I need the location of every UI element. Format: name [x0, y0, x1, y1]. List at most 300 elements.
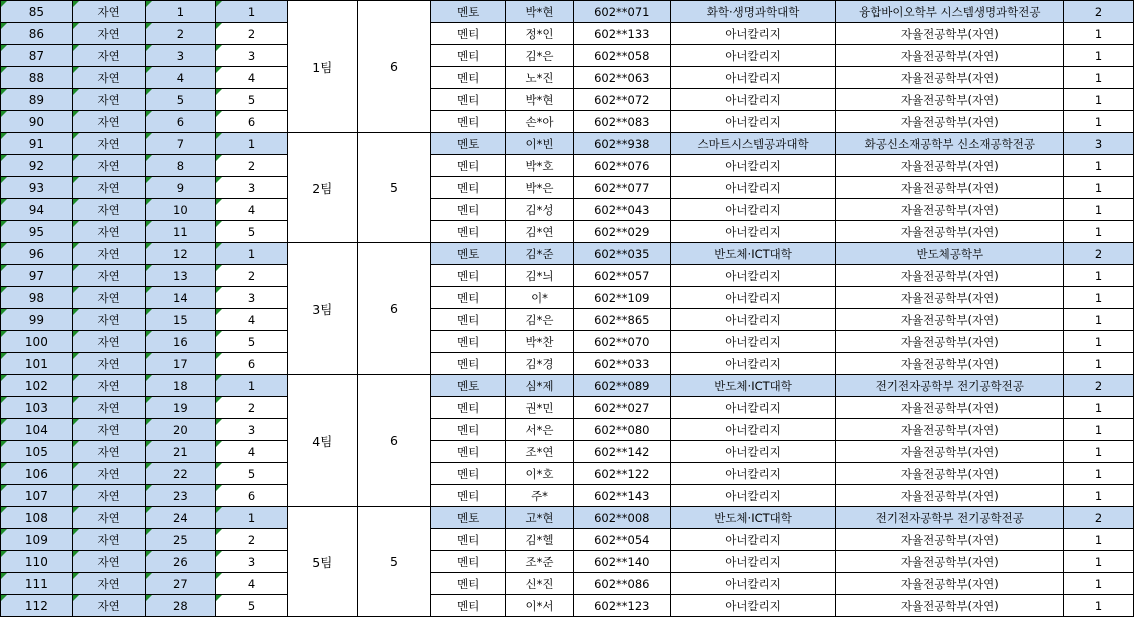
- field-cell[interactable]: 자연: [72, 463, 145, 485]
- value-cell[interactable]: 1: [1064, 529, 1134, 551]
- college-cell[interactable]: 아너칼리지: [670, 419, 836, 441]
- college-cell[interactable]: 아너칼리지: [670, 397, 836, 419]
- name-cell[interactable]: 김*은: [506, 309, 574, 331]
- role-cell[interactable]: 멘토: [431, 507, 506, 529]
- college-cell[interactable]: 아너칼리지: [670, 463, 836, 485]
- table-row: [1, 551, 1134, 573]
- college-cell[interactable]: 아너칼리지: [670, 45, 836, 67]
- role-cell[interactable]: 멘티: [431, 67, 506, 89]
- table-row: [1, 45, 1134, 67]
- name-cell[interactable]: 이*서: [506, 595, 574, 617]
- order-cell[interactable]: 2: [216, 23, 288, 45]
- student-id-cell[interactable]: 602**077: [573, 177, 670, 199]
- name-cell[interactable]: 김*준: [506, 243, 574, 265]
- name-cell[interactable]: 정*인: [506, 23, 574, 45]
- role-cell[interactable]: 멘티: [431, 265, 506, 287]
- major-cell[interactable]: 화공신소재공학부 신소재공학전공: [836, 133, 1064, 155]
- major-cell[interactable]: 자율전공학부(자연): [836, 309, 1064, 331]
- sequence-cell[interactable]: 24: [145, 507, 216, 529]
- field-cell[interactable]: 자연: [72, 397, 145, 419]
- team-count-cell[interactable]: 6: [357, 1, 431, 133]
- order-cell[interactable]: 5: [216, 463, 288, 485]
- field-cell[interactable]: 자연: [72, 45, 145, 67]
- student-id-cell[interactable]: 602**133: [573, 23, 670, 45]
- role-cell[interactable]: 멘티: [431, 89, 506, 111]
- field-cell[interactable]: 자연: [72, 529, 145, 551]
- sequence-cell[interactable]: 15: [145, 309, 216, 331]
- order-cell[interactable]: 4: [216, 67, 288, 89]
- row-number-cell[interactable]: 105: [1, 441, 73, 463]
- major-cell[interactable]: 자율전공학부(자연): [836, 177, 1064, 199]
- row-number-cell[interactable]: 94: [1, 199, 73, 221]
- field-cell[interactable]: 자연: [72, 375, 145, 397]
- sequence-cell[interactable]: 28: [145, 595, 216, 617]
- field-cell[interactable]: 자연: [72, 67, 145, 89]
- sequence-cell[interactable]: 2: [145, 23, 216, 45]
- order-cell[interactable]: 5: [216, 221, 288, 243]
- student-id-cell[interactable]: 602**142: [573, 441, 670, 463]
- name-cell[interactable]: 김*경: [506, 353, 574, 375]
- value-cell[interactable]: 1: [1064, 67, 1134, 89]
- college-cell[interactable]: 아너칼리지: [670, 23, 836, 45]
- college-cell[interactable]: 아너칼리지: [670, 89, 836, 111]
- sequence-cell[interactable]: 16: [145, 331, 216, 353]
- college-cell[interactable]: 아너칼리지: [670, 331, 836, 353]
- value-cell[interactable]: 1: [1064, 463, 1134, 485]
- major-cell[interactable]: 자율전공학부(자연): [836, 529, 1064, 551]
- value-cell[interactable]: 1: [1064, 45, 1134, 67]
- row-number-cell[interactable]: 108: [1, 507, 73, 529]
- name-cell[interactable]: 김*성: [506, 199, 574, 221]
- order-cell[interactable]: 3: [216, 419, 288, 441]
- sequence-cell[interactable]: 8: [145, 155, 216, 177]
- role-cell[interactable]: 멘티: [431, 485, 506, 507]
- field-cell[interactable]: 자연: [72, 1, 145, 23]
- field-cell[interactable]: 자연: [72, 265, 145, 287]
- team-name-cell[interactable]: 3팀: [287, 243, 357, 375]
- college-cell[interactable]: 아너칼리지: [670, 573, 836, 595]
- name-cell[interactable]: 김*은: [506, 45, 574, 67]
- student-id-cell[interactable]: 602**938: [573, 133, 670, 155]
- name-cell[interactable]: 이*빈: [506, 133, 574, 155]
- row-number-cell[interactable]: 91: [1, 133, 73, 155]
- student-id-cell[interactable]: 602**083: [573, 111, 670, 133]
- name-cell[interactable]: 김*늬: [506, 265, 574, 287]
- major-cell[interactable]: 자율전공학부(자연): [836, 67, 1064, 89]
- order-cell[interactable]: 5: [216, 595, 288, 617]
- major-cell[interactable]: 자율전공학부(자연): [836, 23, 1064, 45]
- order-cell[interactable]: 2: [216, 155, 288, 177]
- college-cell[interactable]: 반도체·ICT대학: [670, 507, 836, 529]
- name-cell[interactable]: 권*민: [506, 397, 574, 419]
- role-cell[interactable]: 멘티: [431, 287, 506, 309]
- role-cell[interactable]: 멘토: [431, 1, 506, 23]
- value-cell[interactable]: 1: [1064, 353, 1134, 375]
- name-cell[interactable]: 이*호: [506, 463, 574, 485]
- order-cell[interactable]: 3: [216, 45, 288, 67]
- role-cell[interactable]: 멘티: [431, 199, 506, 221]
- table-row: [1, 375, 1134, 397]
- sequence-cell[interactable]: 7: [145, 133, 216, 155]
- college-cell[interactable]: 아너칼리지: [670, 485, 836, 507]
- order-cell[interactable]: 6: [216, 353, 288, 375]
- college-cell[interactable]: 아너칼리지: [670, 177, 836, 199]
- sequence-cell[interactable]: 23: [145, 485, 216, 507]
- value-cell[interactable]: 1: [1064, 89, 1134, 111]
- field-cell[interactable]: 자연: [72, 507, 145, 529]
- college-cell[interactable]: 아너칼리지: [670, 111, 836, 133]
- name-cell[interactable]: 박*호: [506, 155, 574, 177]
- order-cell[interactable]: 4: [216, 573, 288, 595]
- order-cell[interactable]: 1: [216, 243, 288, 265]
- major-cell[interactable]: 전기전자공학부 전기공학전공: [836, 375, 1064, 397]
- value-cell[interactable]: 1: [1064, 23, 1134, 45]
- major-cell[interactable]: 반도체공학부: [836, 243, 1064, 265]
- value-cell[interactable]: 1: [1064, 551, 1134, 573]
- value-cell[interactable]: 1: [1064, 573, 1134, 595]
- sequence-cell[interactable]: 26: [145, 551, 216, 573]
- role-cell[interactable]: 멘티: [431, 221, 506, 243]
- sequence-cell[interactable]: 1: [145, 1, 216, 23]
- student-id-cell[interactable]: 602**008: [573, 507, 670, 529]
- student-id-cell[interactable]: 602**058: [573, 45, 670, 67]
- sequence-cell[interactable]: 20: [145, 419, 216, 441]
- student-id-cell[interactable]: 602**076: [573, 155, 670, 177]
- field-cell[interactable]: 자연: [72, 89, 145, 111]
- team-name-cell[interactable]: 4팀: [287, 375, 357, 507]
- major-cell[interactable]: 자율전공학부(자연): [836, 155, 1064, 177]
- role-cell[interactable]: 멘티: [431, 111, 506, 133]
- table-row: [1, 573, 1134, 595]
- name-cell[interactable]: 이*: [506, 287, 574, 309]
- table-row: [1, 353, 1134, 375]
- name-cell[interactable]: 조*연: [506, 441, 574, 463]
- student-id-cell[interactable]: 602**143: [573, 485, 670, 507]
- value-cell[interactable]: 1: [1064, 485, 1134, 507]
- role-cell[interactable]: 멘토: [431, 375, 506, 397]
- role-cell[interactable]: 멘티: [431, 331, 506, 353]
- sequence-cell[interactable]: 19: [145, 397, 216, 419]
- team-count-cell[interactable]: 6: [357, 243, 431, 375]
- role-cell[interactable]: 멘티: [431, 23, 506, 45]
- sequence-cell[interactable]: 21: [145, 441, 216, 463]
- name-cell[interactable]: 박*찬: [506, 331, 574, 353]
- sequence-cell[interactable]: 27: [145, 573, 216, 595]
- role-cell[interactable]: 멘티: [431, 441, 506, 463]
- order-cell[interactable]: 3: [216, 551, 288, 573]
- role-cell[interactable]: 멘티: [431, 353, 506, 375]
- student-id-cell[interactable]: 602**122: [573, 463, 670, 485]
- name-cell[interactable]: 박*은: [506, 177, 574, 199]
- order-cell[interactable]: 5: [216, 89, 288, 111]
- college-cell[interactable]: 화학·생명과학대학: [670, 1, 836, 23]
- team-name-cell[interactable]: 2팀: [287, 133, 357, 243]
- college-cell[interactable]: 아너칼리지: [670, 529, 836, 551]
- field-cell[interactable]: 자연: [72, 23, 145, 45]
- field-cell[interactable]: 자연: [72, 243, 145, 265]
- order-cell[interactable]: 6: [216, 485, 288, 507]
- table-row: [1, 67, 1134, 89]
- role-cell[interactable]: 멘티: [431, 397, 506, 419]
- student-id-cell[interactable]: 602**057: [573, 265, 670, 287]
- name-cell[interactable]: 손*아: [506, 111, 574, 133]
- sequence-cell[interactable]: 9: [145, 177, 216, 199]
- order-cell[interactable]: 6: [216, 111, 288, 133]
- major-cell[interactable]: 자율전공학부(자연): [836, 441, 1064, 463]
- student-id-cell[interactable]: 602**071: [573, 1, 670, 23]
- major-cell[interactable]: 전기전자공학부 전기공학전공: [836, 507, 1064, 529]
- row-number-cell[interactable]: 106: [1, 463, 73, 485]
- order-cell[interactable]: 5: [216, 331, 288, 353]
- student-id-cell[interactable]: 602**072: [573, 89, 670, 111]
- row-number-cell[interactable]: 96: [1, 243, 73, 265]
- value-cell[interactable]: 3: [1064, 133, 1134, 155]
- value-cell[interactable]: 1: [1064, 595, 1134, 617]
- student-id-cell[interactable]: 602**080: [573, 419, 670, 441]
- order-cell[interactable]: 1: [216, 375, 288, 397]
- order-cell[interactable]: 1: [216, 1, 288, 23]
- row-number-cell[interactable]: 111: [1, 573, 73, 595]
- row-number-cell[interactable]: 98: [1, 287, 73, 309]
- order-cell[interactable]: 4: [216, 309, 288, 331]
- student-id-cell[interactable]: 602**033: [573, 353, 670, 375]
- college-cell[interactable]: 반도체·ICT대학: [670, 243, 836, 265]
- major-cell[interactable]: 자율전공학부(자연): [836, 45, 1064, 67]
- table-row: [1, 199, 1134, 221]
- value-cell[interactable]: 2: [1064, 243, 1134, 265]
- name-cell[interactable]: 박*현: [506, 89, 574, 111]
- major-cell[interactable]: 융합바이오학부 시스템생명과학전공: [836, 1, 1064, 23]
- row-number-cell[interactable]: 86: [1, 23, 73, 45]
- value-cell[interactable]: 2: [1064, 1, 1134, 23]
- order-cell[interactable]: 1: [216, 507, 288, 529]
- sequence-cell[interactable]: 13: [145, 265, 216, 287]
- row-number-cell[interactable]: 90: [1, 111, 73, 133]
- student-id-cell[interactable]: 602**054: [573, 529, 670, 551]
- field-cell[interactable]: 자연: [72, 177, 145, 199]
- college-cell[interactable]: 아너칼리지: [670, 309, 836, 331]
- row-number-cell[interactable]: 104: [1, 419, 73, 441]
- value-cell[interactable]: 1: [1064, 265, 1134, 287]
- college-cell[interactable]: 아너칼리지: [670, 595, 836, 617]
- value-cell[interactable]: 1: [1064, 419, 1134, 441]
- major-cell[interactable]: 자율전공학부(자연): [836, 595, 1064, 617]
- row-number-cell[interactable]: 93: [1, 177, 73, 199]
- row-number-cell[interactable]: 103: [1, 397, 73, 419]
- field-cell[interactable]: 자연: [72, 353, 145, 375]
- college-cell[interactable]: 아너칼리지: [670, 551, 836, 573]
- row-number-cell[interactable]: 110: [1, 551, 73, 573]
- student-id-cell[interactable]: 602**043: [573, 199, 670, 221]
- row-number-cell[interactable]: 92: [1, 155, 73, 177]
- team-name-cell[interactable]: 5팀: [287, 507, 357, 617]
- major-cell[interactable]: 자율전공학부(자연): [836, 353, 1064, 375]
- role-cell[interactable]: 멘토: [431, 243, 506, 265]
- major-cell[interactable]: 자율전공학부(자연): [836, 419, 1064, 441]
- field-cell[interactable]: 자연: [72, 111, 145, 133]
- role-cell[interactable]: 멘티: [431, 529, 506, 551]
- sequence-cell[interactable]: 10: [145, 199, 216, 221]
- row-number-cell[interactable]: 112: [1, 595, 73, 617]
- name-cell[interactable]: 서*은: [506, 419, 574, 441]
- order-cell[interactable]: 3: [216, 177, 288, 199]
- major-cell[interactable]: 자율전공학부(자연): [836, 485, 1064, 507]
- field-cell[interactable]: 자연: [72, 199, 145, 221]
- name-cell[interactable]: 신*진: [506, 573, 574, 595]
- major-cell[interactable]: 자율전공학부(자연): [836, 89, 1064, 111]
- field-cell[interactable]: 자연: [72, 419, 145, 441]
- row-number-cell[interactable]: 100: [1, 331, 73, 353]
- value-cell[interactable]: 1: [1064, 199, 1134, 221]
- student-id-cell[interactable]: 602**140: [573, 551, 670, 573]
- row-number-cell[interactable]: 85: [1, 1, 73, 23]
- role-cell[interactable]: 멘티: [431, 551, 506, 573]
- college-cell[interactable]: 아너칼리지: [670, 265, 836, 287]
- college-cell[interactable]: 반도체·ICT대학: [670, 375, 836, 397]
- value-cell[interactable]: 1: [1064, 155, 1134, 177]
- college-cell[interactable]: 아너칼리지: [670, 155, 836, 177]
- name-cell[interactable]: 고*현: [506, 507, 574, 529]
- sequence-cell[interactable]: 18: [145, 375, 216, 397]
- value-cell[interactable]: 1: [1064, 111, 1134, 133]
- table-row: [1, 441, 1134, 463]
- role-cell[interactable]: 멘티: [431, 155, 506, 177]
- sequence-cell[interactable]: 12: [145, 243, 216, 265]
- sequence-cell[interactable]: 14: [145, 287, 216, 309]
- sequence-cell[interactable]: 22: [145, 463, 216, 485]
- row-number-cell[interactable]: 101: [1, 353, 73, 375]
- row-number-cell[interactable]: 95: [1, 221, 73, 243]
- role-cell[interactable]: 멘토: [431, 133, 506, 155]
- sequence-cell[interactable]: 11: [145, 221, 216, 243]
- field-cell[interactable]: 자연: [72, 485, 145, 507]
- major-cell[interactable]: 자율전공학부(자연): [836, 397, 1064, 419]
- value-cell[interactable]: 1: [1064, 309, 1134, 331]
- major-cell[interactable]: 자율전공학부(자연): [836, 551, 1064, 573]
- student-id-cell[interactable]: 602**027: [573, 397, 670, 419]
- field-cell[interactable]: 자연: [72, 309, 145, 331]
- student-id-cell[interactable]: 602**035: [573, 243, 670, 265]
- team-name-cell[interactable]: 1팀: [287, 1, 357, 133]
- value-cell[interactable]: 1: [1064, 331, 1134, 353]
- value-cell[interactable]: 2: [1064, 375, 1134, 397]
- major-cell[interactable]: 자율전공학부(자연): [836, 111, 1064, 133]
- name-cell[interactable]: 김*연: [506, 221, 574, 243]
- row-number-cell[interactable]: 109: [1, 529, 73, 551]
- college-cell[interactable]: 아너칼리지: [670, 67, 836, 89]
- value-cell[interactable]: 2: [1064, 507, 1134, 529]
- college-cell[interactable]: 아너칼리지: [670, 287, 836, 309]
- row-number-cell[interactable]: 87: [1, 45, 73, 67]
- name-cell[interactable]: 심*제: [506, 375, 574, 397]
- student-id-cell[interactable]: 602**865: [573, 309, 670, 331]
- row-number-cell[interactable]: 97: [1, 265, 73, 287]
- field-cell[interactable]: 자연: [72, 331, 145, 353]
- order-cell[interactable]: 2: [216, 529, 288, 551]
- college-cell[interactable]: 아너칼리지: [670, 441, 836, 463]
- table-row: [1, 507, 1134, 529]
- name-cell[interactable]: 김*헬: [506, 529, 574, 551]
- sequence-cell[interactable]: 25: [145, 529, 216, 551]
- team-count-cell[interactable]: 6: [357, 375, 431, 507]
- student-id-cell[interactable]: 602**063: [573, 67, 670, 89]
- college-cell[interactable]: 스마트시스템공과대학: [670, 133, 836, 155]
- value-cell[interactable]: 1: [1064, 177, 1134, 199]
- major-cell[interactable]: 자율전공학부(자연): [836, 331, 1064, 353]
- name-cell[interactable]: 노*진: [506, 67, 574, 89]
- role-cell[interactable]: 멘티: [431, 595, 506, 617]
- role-cell[interactable]: 멘티: [431, 463, 506, 485]
- order-cell[interactable]: 2: [216, 397, 288, 419]
- name-cell[interactable]: 박*현: [506, 1, 574, 23]
- team-count-cell[interactable]: 5: [357, 507, 431, 617]
- major-cell[interactable]: 자율전공학부(자연): [836, 463, 1064, 485]
- order-cell[interactable]: 4: [216, 441, 288, 463]
- role-cell[interactable]: 멘티: [431, 309, 506, 331]
- student-id-cell[interactable]: 602**029: [573, 221, 670, 243]
- value-cell[interactable]: 1: [1064, 441, 1134, 463]
- field-cell[interactable]: 자연: [72, 551, 145, 573]
- value-cell[interactable]: 1: [1064, 397, 1134, 419]
- name-cell[interactable]: 주*: [506, 485, 574, 507]
- value-cell[interactable]: 1: [1064, 221, 1134, 243]
- major-cell[interactable]: 자율전공학부(자연): [836, 287, 1064, 309]
- field-cell[interactable]: 자연: [72, 595, 145, 617]
- order-cell[interactable]: 4: [216, 199, 288, 221]
- value-cell[interactable]: 1: [1064, 287, 1134, 309]
- major-cell[interactable]: 자율전공학부(자연): [836, 221, 1064, 243]
- sequence-cell[interactable]: 6: [145, 111, 216, 133]
- table-row: [1, 1, 1134, 23]
- sequence-cell[interactable]: 5: [145, 89, 216, 111]
- major-cell[interactable]: 자율전공학부(자연): [836, 573, 1064, 595]
- field-cell[interactable]: 자연: [72, 155, 145, 177]
- order-cell[interactable]: 1: [216, 133, 288, 155]
- order-cell[interactable]: 3: [216, 287, 288, 309]
- field-cell[interactable]: 자연: [72, 221, 145, 243]
- row-number-cell[interactable]: 102: [1, 375, 73, 397]
- major-cell[interactable]: 자율전공학부(자연): [836, 199, 1064, 221]
- student-id-cell[interactable]: 602**089: [573, 375, 670, 397]
- role-cell[interactable]: 멘티: [431, 573, 506, 595]
- field-cell[interactable]: 자연: [72, 287, 145, 309]
- team-count-cell[interactable]: 5: [357, 133, 431, 243]
- role-cell[interactable]: 멘티: [431, 45, 506, 67]
- major-cell[interactable]: 자율전공학부(자연): [836, 265, 1064, 287]
- student-id-cell[interactable]: 602**109: [573, 287, 670, 309]
- student-id-cell[interactable]: 602**086: [573, 573, 670, 595]
- name-cell[interactable]: 조*준: [506, 551, 574, 573]
- field-cell[interactable]: 자연: [72, 133, 145, 155]
- student-id-cell[interactable]: 602**070: [573, 331, 670, 353]
- row-number-cell[interactable]: 88: [1, 67, 73, 89]
- college-cell[interactable]: 아너칼리지: [670, 199, 836, 221]
- student-id-cell[interactable]: 602**123: [573, 595, 670, 617]
- sequence-cell[interactable]: 3: [145, 45, 216, 67]
- row-number-cell[interactable]: 99: [1, 309, 73, 331]
- field-cell[interactable]: 자연: [72, 441, 145, 463]
- field-cell[interactable]: 자연: [72, 573, 145, 595]
- role-cell[interactable]: 멘티: [431, 419, 506, 441]
- college-cell[interactable]: 아너칼리지: [670, 221, 836, 243]
- role-cell[interactable]: 멘티: [431, 177, 506, 199]
- row-number-cell[interactable]: 107: [1, 485, 73, 507]
- order-cell[interactable]: 2: [216, 265, 288, 287]
- college-cell[interactable]: 아너칼리지: [670, 353, 836, 375]
- row-number-cell[interactable]: 89: [1, 89, 73, 111]
- sequence-cell[interactable]: 4: [145, 67, 216, 89]
- sequence-cell[interactable]: 17: [145, 353, 216, 375]
